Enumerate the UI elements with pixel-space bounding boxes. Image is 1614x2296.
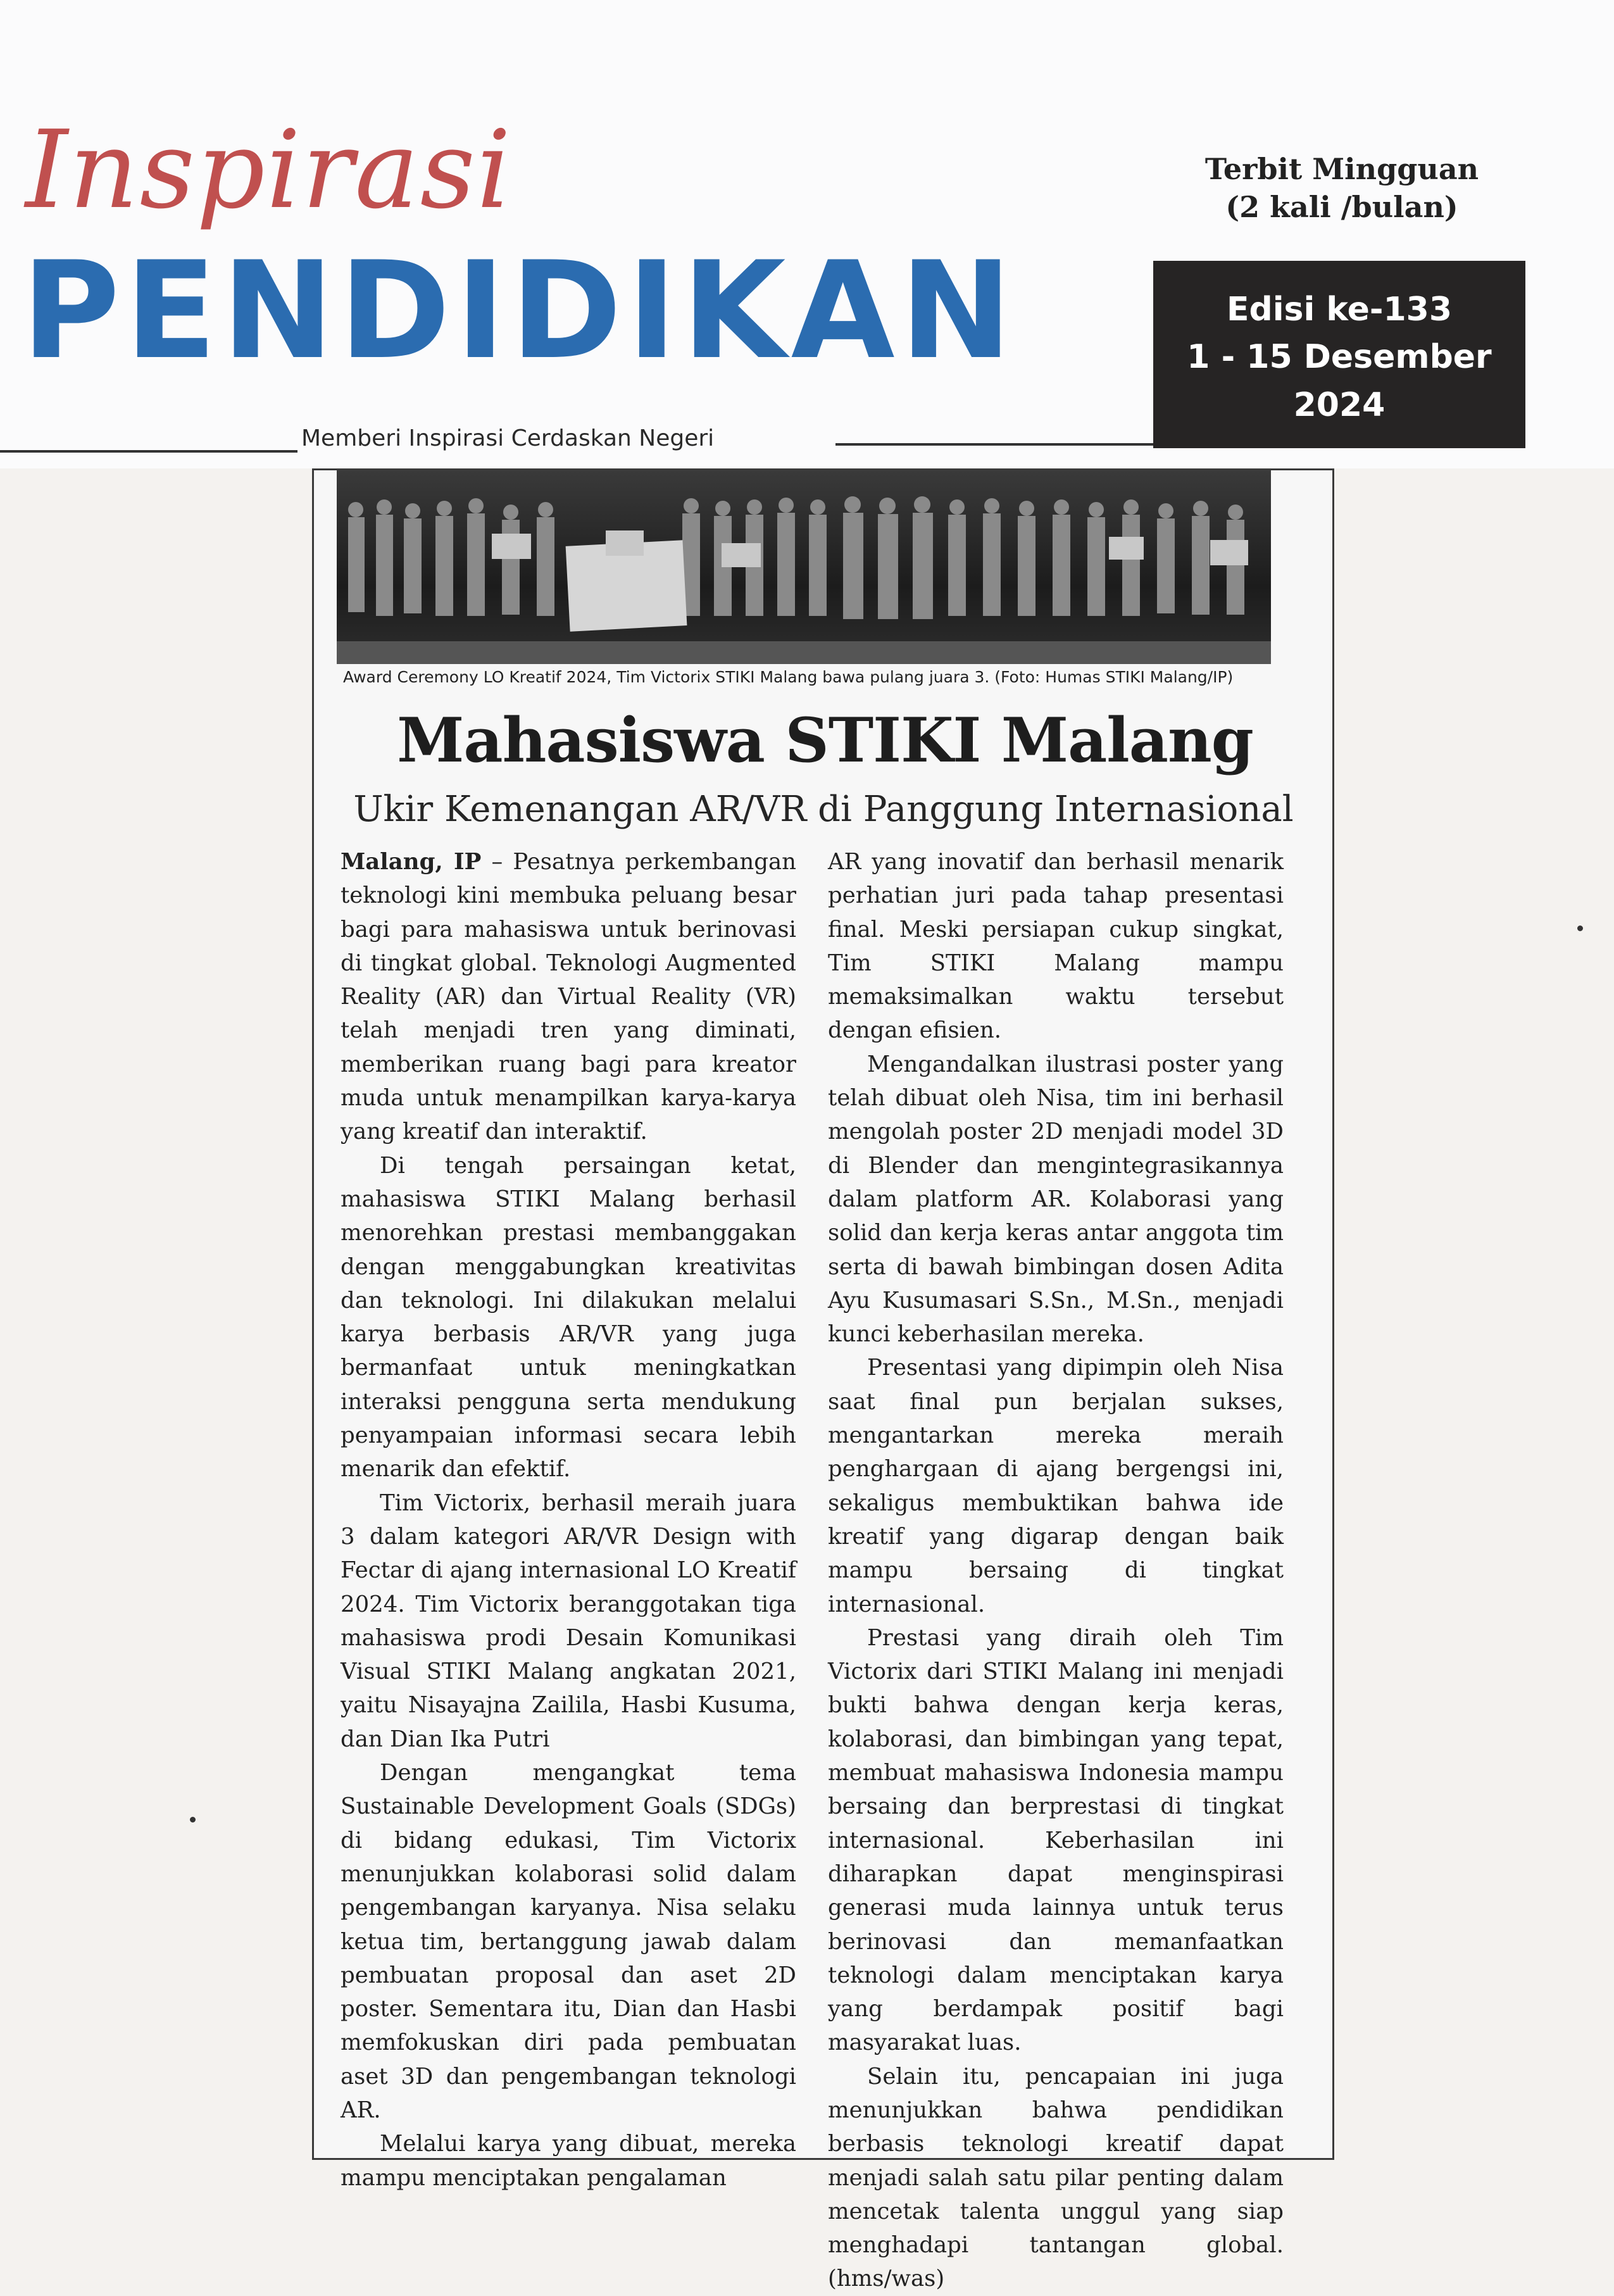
paragraph: Tim Victorix, berhasil meraih juara 3 dalam kategori AR/VR Design with Fectar di ajang internasional LO Kreatif 2024. Tim Victorix beranggotakan tiga mahasiswa prodi Desain Komunikasi Visual STIKI Malang angkatan 2021, yaitu Nisayajna Zailila, Hasbi Kusuma, dan Dian Ika Putri: [341, 1490, 796, 1752]
tagline-rule-left: [0, 450, 297, 453]
photo-caption: Award Ceremony LO Kreatif 2024, Tim Victorix STIKI Malang bawa pulang juara 3. (Foto: Humas STIKI Malang/IP): [343, 668, 1234, 686]
frequency-line-2: (2 kali /bulan): [1225, 189, 1458, 224]
tagline: Memberi Inspirasi Cerdaskan Negeri: [301, 425, 715, 451]
photo-illustration: [337, 470, 1271, 664]
edition-number: Edisi ke-133: [1226, 291, 1453, 329]
paragraph: AR yang inovatif dan berhasil menarik perhatian juri pada tahap presentasi final. Meski persiapan cukup singkat, Tim STIKI Malang mampu memaksimalkan waktu tersebut dengan efisien.: [828, 849, 1284, 1044]
article-column-left: [341, 845, 796, 2195]
award-ceremony-photo: [337, 470, 1271, 664]
frequency-line-1: Terbit Mingguan: [1204, 152, 1479, 186]
article-column-right: [828, 845, 1284, 2296]
edition-box: [1153, 261, 1525, 448]
brand-script-title: Inspirasi: [25, 108, 513, 233]
paper-speck: [1577, 925, 1583, 931]
paper-speck: [190, 1817, 196, 1822]
paragraph: Dengan mengangkat tema Sustainable Development Goals (SDGs) di bidang edukasi, Tim Victorix menunjukkan kolaborasi solid dalam pengembangan karyanya. Nisa selaku ketua tim, bertanggung jawab dalam pembuatan proposal dan aset 2D poster. Sementara itu, Dian dan Hasbi memfokuskan diri pada pembuatan aset 3D dan pengembangan teknologi AR.: [341, 1760, 796, 2123]
paragraph: [341, 845, 796, 1149]
article-headline: Mahasiswa STIKI Malang: [397, 705, 1253, 776]
edition-year: 2024: [1293, 386, 1386, 424]
paragraph: Di tengah persaingan ketat, mahasiswa STIKI Malang berhasil menorehkan prestasi membanggakan dengan menggabungkan kreativitas dan teknologi. Ini dilakukan melalui karya berbasis AR/VR yang juga bermanfaat untuk meningkatkan interaksi pengguna serta mendukung penyampaian informasi secara lebih menarik dan efektif.: [341, 1152, 796, 1483]
article-subheadline: Ukir Kemenangan AR/VR di Panggung Internasional: [353, 789, 1294, 830]
paragraph: Selain itu, pencapaian ini juga menunjukkan bahwa pendidikan berbasis teknologi kreatif dapat menjadi salah satu pilar penting dalam mencetak talenta unggul yang siap menghadapi tantangan global. (hms/was): [828, 2063, 1284, 2292]
article-clipping: [312, 468, 1334, 2292]
dateline: Malang, IP: [341, 849, 482, 875]
publication-frequency: [1190, 151, 1494, 227]
tagline-rule-right: [835, 443, 1158, 446]
masthead: [0, 0, 1614, 468]
paragraph: Melalui karya yang dibuat, mereka mampu menciptakan pengalaman: [341, 2131, 796, 2191]
paragraph: Prestasi yang diraih oleh Tim Victorix dari STIKI Malang ini menjadi bukti bahwa dengan kerja keras, kolaborasi, dan bimbingan yang tepat, membuat mahasiswa Indonesia mampu bersaing dan berprestasi di tingkat internasional. Keberhasilan ini diharapkan dapat menginspirasi generasi muda lainnya untuk terus berinovasi dan memanfaatkan teknologi dalam menciptakan karya yang berdampak positif bagi masyarakat luas.: [828, 1624, 1284, 2056]
paragraph-text: – Pesatnya perkembangan teknologi kini membuka peluang besar bagi para mahasiswa untuk berinovasi di tingkat global. Teknologi Augmented Reality (AR) dan Virtual Reality (VR) telah menjadi tren yang diminati, memberikan ruang bagi para kreator muda untuk menampilkan karya-karya yang kreatif dan interaktif.: [341, 849, 797, 1145]
edition-date-range: 1 - 15 Desember: [1187, 338, 1492, 377]
paragraph: Presentasi yang dipimpin oleh Nisa saat final pun berjalan sukses, mengantarkan mereka meraih penghargaan di ajang bergengsi ini, sekaligus membuktikan bahwa ide kreatif yang digarap dengan baik mampu bersaing di tingkat internasional.: [828, 1355, 1284, 1617]
brand-main-title: PENDIDIKAN: [22, 232, 1018, 389]
paragraph: Mengandalkan ilustrasi poster yang telah dibuat oleh Nisa, tim ini berhasil mengolah poster 2D menjadi model 3D di Blender dan mengintegrasikannya dalam platform AR. Kolaborasi yang solid dan kerja keras antar anggota tim serta di bawah bimbingan dosen Adita Ayu Kusumasari S.Sn., M.Sn., menjadi kunci keberhasilan mereka.: [828, 1051, 1284, 1348]
